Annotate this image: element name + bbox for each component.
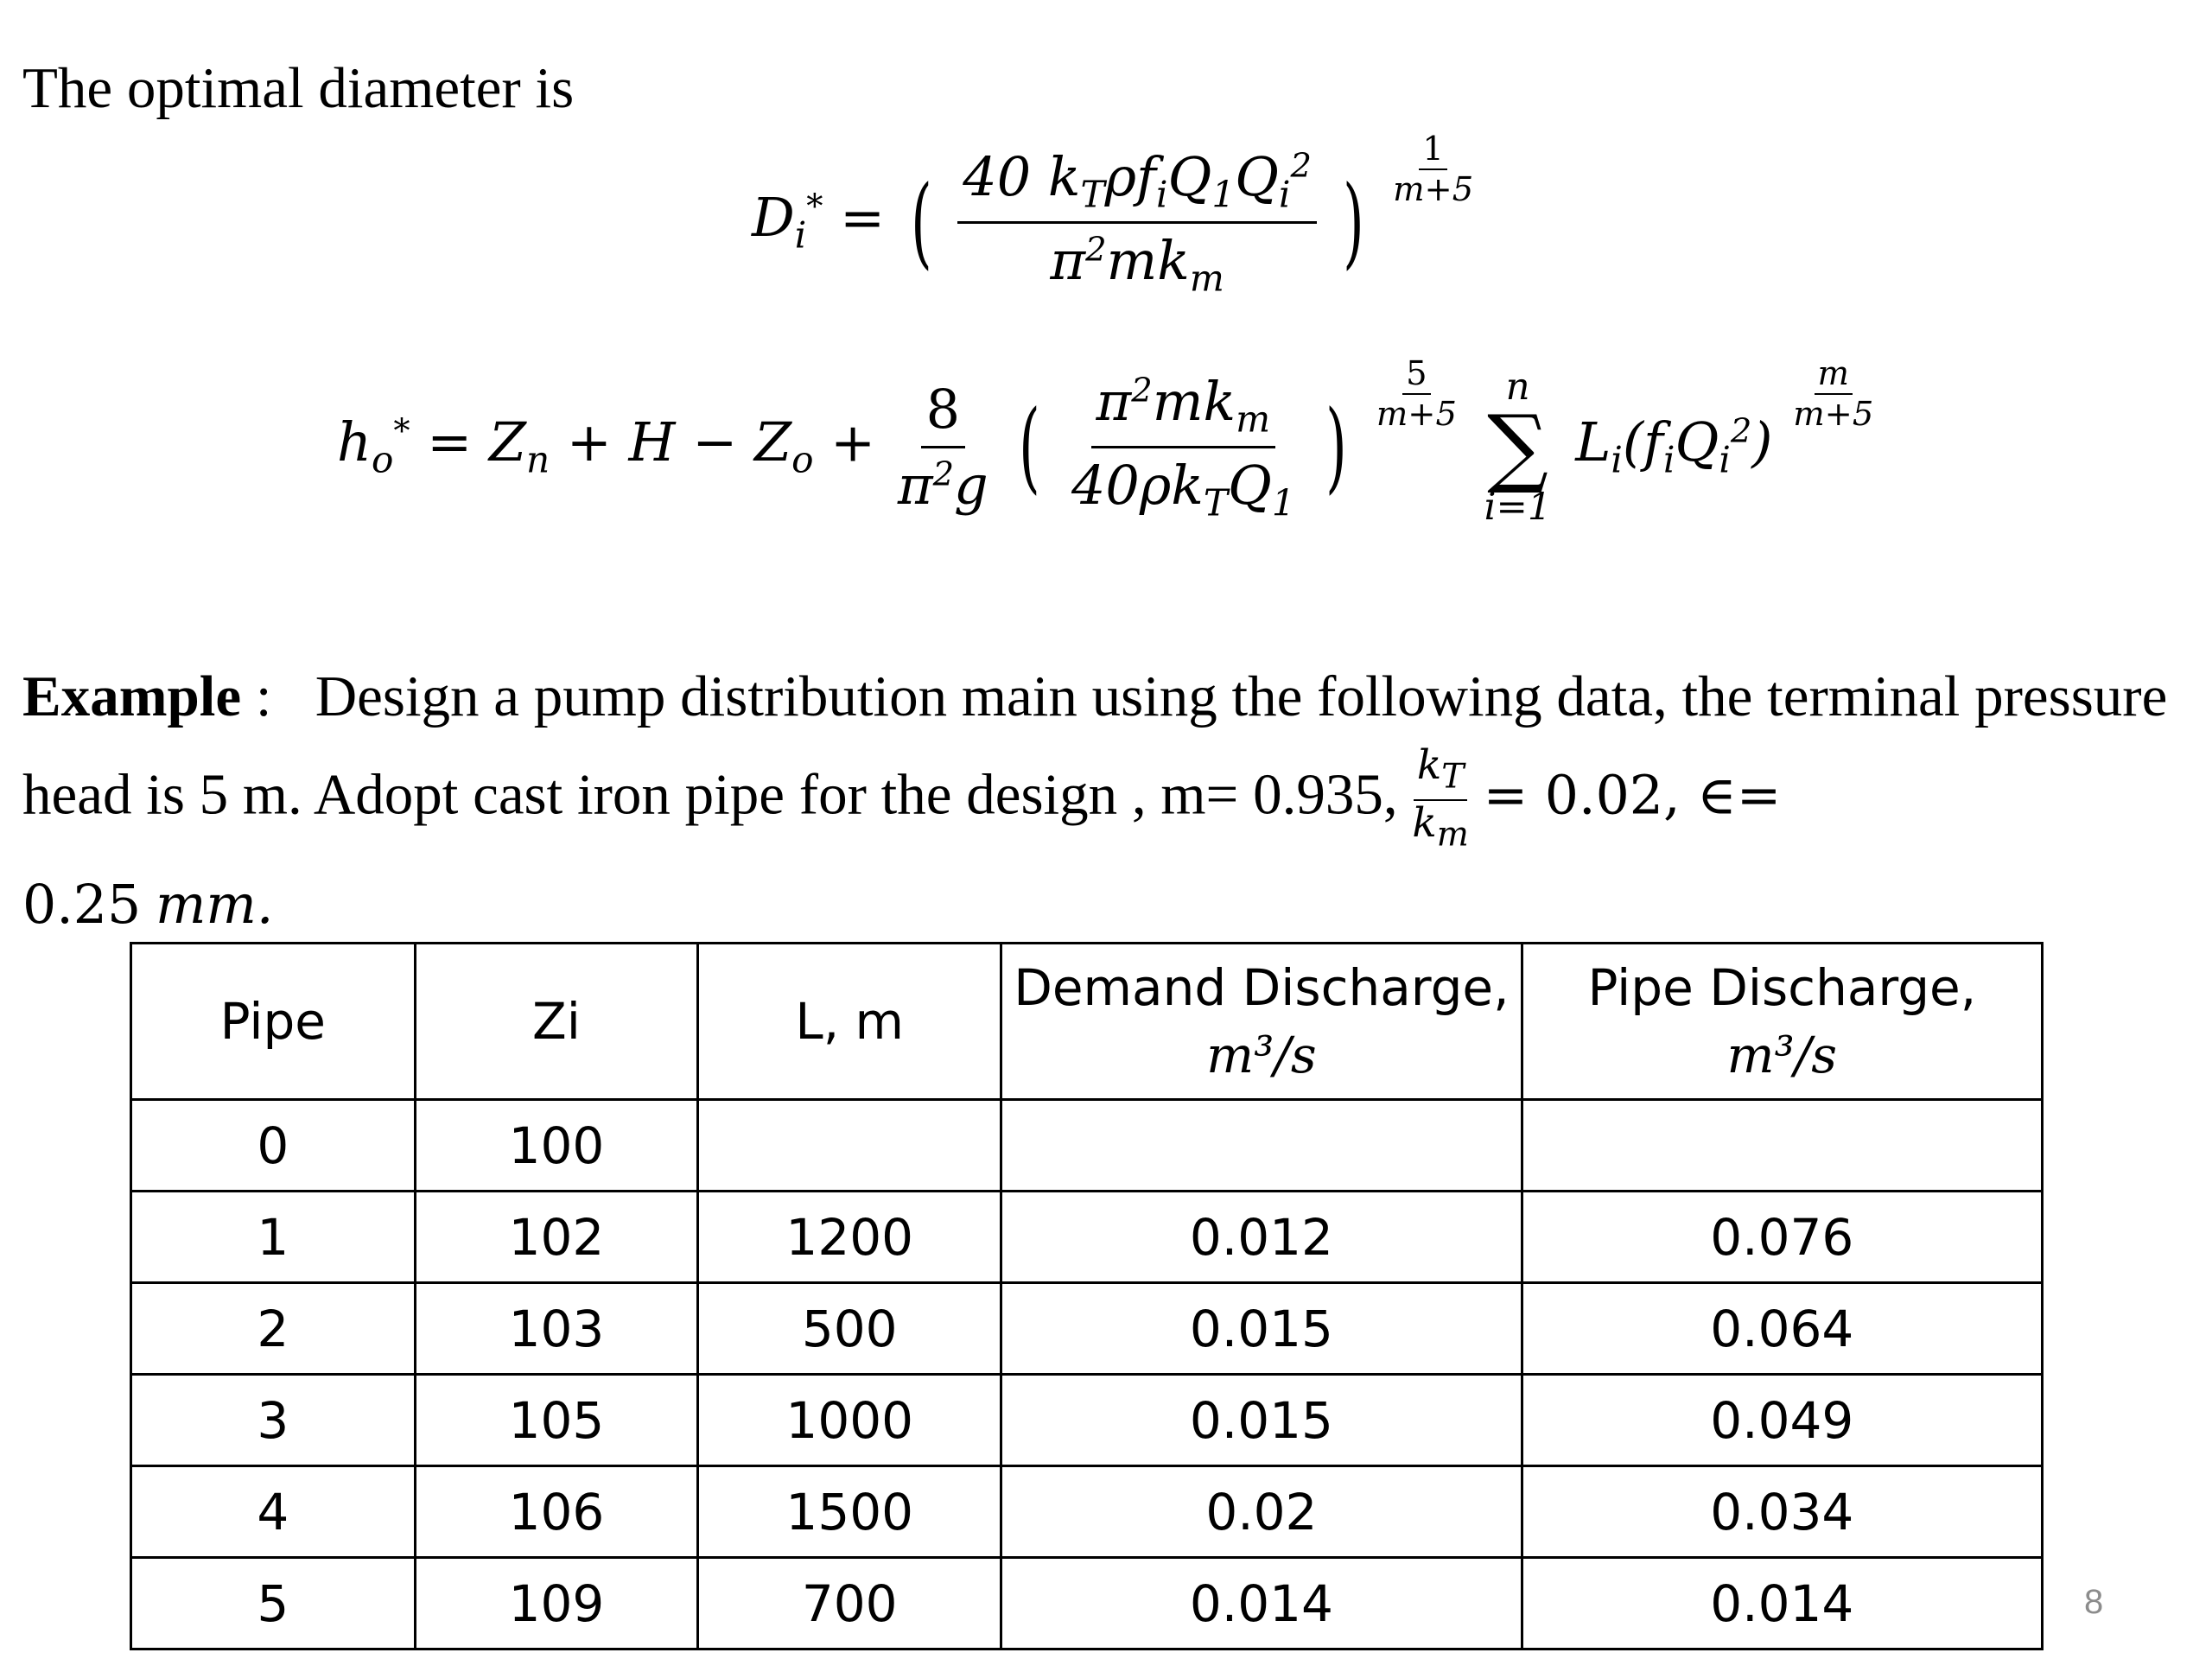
cell-demand: 0.012: [1001, 1192, 1522, 1283]
header-zi: Zi: [415, 944, 698, 1100]
header-pipe: Pipe: [131, 944, 416, 1100]
eq1-right-paren: ): [1342, 164, 1364, 280]
table-row: [131, 1283, 2043, 1375]
cell-discharge: 0.064: [1522, 1283, 2042, 1375]
eq2-sum-term: $L_i(f_iQ_i^2)$: [1575, 410, 1773, 481]
cell-length: 1000: [698, 1375, 1001, 1466]
cell-length: 500: [698, 1283, 1001, 1375]
intro-text: The optimal diameter is: [22, 56, 575, 120]
header-length: L, m: [698, 944, 1001, 1100]
cell-discharge: 0.014: [1522, 1558, 2042, 1649]
table-row: [131, 1466, 2043, 1558]
roughness-unit: mm.: [155, 873, 274, 936]
cell-length: 1500: [698, 1466, 1001, 1558]
cell-pipe: 0: [131, 1100, 416, 1192]
cell-zi: 100: [415, 1100, 698, 1192]
eq2-lhs: $h_o^*$: [337, 410, 410, 481]
cell-pipe: 3: [131, 1375, 416, 1466]
roughness-value: 0.25: [22, 873, 142, 936]
table-header-row: [131, 944, 2043, 1100]
eq1-exponent: $\frac{1}{m+5}$: [1393, 130, 1474, 209]
cell-pipe: 5: [131, 1558, 416, 1649]
cell-pipe: 4: [131, 1466, 416, 1558]
eq2-sum-exponent: $\frac{m}{m+5}$: [1793, 354, 1874, 434]
example-paragraph: Example : Design a pump distribution main using the following data, the terminal pressure head is 5 m. Adopt cast iron pipe for the design , m= 0.935, $\frac{k_T}{k_m}$ = 0.02, ∈= 0.25 mm.: [22, 664, 2168, 936]
cell-demand: 0.014: [1001, 1558, 1522, 1649]
example-label: Example: [22, 664, 242, 728]
eq1-fraction: $\frac{40 k_T\rho f_iQ_1Q_i^2}{\pi^2mk_m}$: [957, 145, 1317, 299]
table-row: [131, 1558, 2043, 1649]
cell-pipe: 2: [131, 1283, 416, 1375]
eq2-inner-fraction: $\frac{\pi^2mk_m}{40\rho k_TQ_1}$: [1071, 370, 1295, 524]
eq1-left-paren: (: [910, 164, 932, 280]
header-pipe-discharge: Pipe Discharge, m³/s: [1522, 944, 2042, 1100]
cell-length: 1200: [698, 1192, 1001, 1283]
cell-discharge: [1522, 1100, 2042, 1192]
cell-length: [698, 1100, 1001, 1192]
slide-number: 8: [2084, 1583, 2104, 1621]
eq2-exponent: $\frac{5}{m+5}$: [1376, 354, 1457, 434]
cell-pipe: 1: [131, 1192, 416, 1283]
ratio-value: = 0.02, ∈=: [1483, 764, 1782, 827]
cell-zi: 109: [415, 1558, 698, 1649]
cell-discharge: 0.076: [1522, 1192, 2042, 1283]
equation-optimal-head: $h_o^* = Z_n + H - Z_o$ + $\frac{8}{\pi^2g}$ ( $\frac{\pi^2mk_m}{40\rho k_TQ_1}$ ) $\frac{5}{m+5}$ n ∑ i=1 $L_i(f_iQ_i^2)$ $\frac{m}{m+5}$: [337, 354, 1877, 529]
cell-demand: 0.02: [1001, 1466, 1522, 1558]
cell-zi: 106: [415, 1466, 698, 1558]
cell-zi: 105: [415, 1375, 698, 1466]
eq1-lhs: $D_i^*$: [752, 186, 823, 257]
cell-demand: 0.015: [1001, 1283, 1522, 1375]
cell-demand: 0.015: [1001, 1375, 1522, 1466]
header-demand-discharge: Demand Discharge, m³/s: [1001, 944, 1522, 1100]
cell-length: 700: [698, 1558, 1001, 1649]
cell-discharge: 0.034: [1522, 1466, 2042, 1558]
example-text: Design a pump distribution main using the following data, the terminal pressure head is 5 m. Adopt cast iron pipe for the design , m= 0.935,: [22, 664, 2168, 827]
kt-km-ratio: $\frac{k_T}{k_m}$: [1412, 741, 1469, 855]
cell-discharge: 0.049: [1522, 1375, 2042, 1466]
cell-demand: [1001, 1100, 1522, 1192]
pipe-data-table: [130, 942, 2044, 1650]
equation-optimal-diameter: $D_i^*$ = ( $\frac{40 k_T\rho f_iQ_1Q_i^2}{\pi^2mk_m}$ ) $\frac{1}{m+5}$: [752, 130, 1477, 299]
cell-zi: 102: [415, 1192, 698, 1283]
cell-zi: 103: [415, 1283, 698, 1375]
eq2-fraction-8: $\frac{8}{\pi^2g}$: [897, 377, 988, 517]
table-row: [131, 1100, 2043, 1192]
summation-symbol: n ∑ i=1: [1484, 365, 1552, 529]
table-row: [131, 1192, 2043, 1283]
table-row: [131, 1375, 2043, 1466]
